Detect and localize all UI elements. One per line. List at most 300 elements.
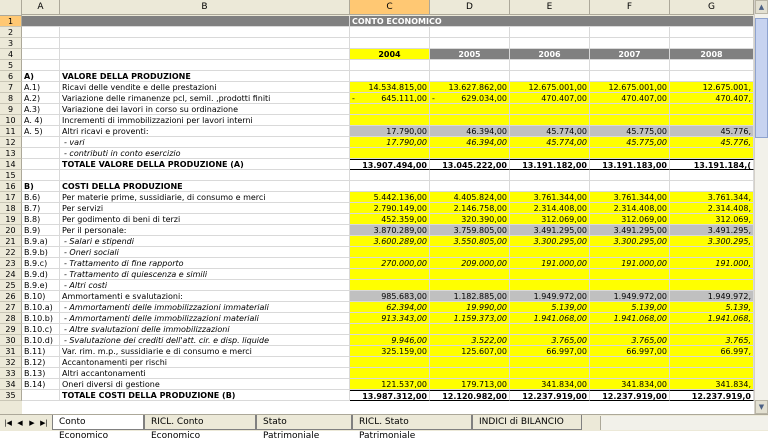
cell-value[interactable]: 66.997, [670,346,754,357]
cell-value[interactable] [430,247,510,258]
vertical-scrollbar[interactable] [754,0,768,414]
year-header[interactable]: 2007 [590,49,670,60]
cell-value[interactable]: 320.390,00 [430,214,510,225]
cell-description[interactable]: - Ammortamenti delle immobilizzazioni immateriali [60,302,350,313]
cell-value[interactable] [350,280,430,291]
row-header[interactable]: 14 [0,159,22,170]
cell-value[interactable]: 12.675.001,00 [590,82,670,93]
cell-value[interactable]: 3.300.295, [670,236,754,247]
cell-code[interactable] [22,170,60,181]
scroll-down-icon[interactable]: ▼ [755,400,768,414]
cell-value[interactable] [510,368,590,379]
cell-value[interactable] [670,115,754,126]
cell-value[interactable]: 1.159.373,00 [430,313,510,324]
cell-value[interactable]: 12.675.001,00 [510,82,590,93]
cell-value[interactable] [670,269,754,280]
sheet-tab[interactable]: INDICI di BILANCIO [472,415,582,430]
cell-value[interactable] [670,181,754,192]
cell-value[interactable]: 45.775,00 [590,137,670,148]
cell-value[interactable] [430,115,510,126]
last-sheet-icon[interactable]: ▶| [40,419,48,427]
cell-code[interactable]: A.1) [22,82,60,93]
cell-code[interactable]: B.14) [22,379,60,390]
cell-code[interactable]: B.9) [22,225,60,236]
select-all-corner[interactable] [0,0,22,16]
cell-value[interactable]: 913.343,00 [350,313,430,324]
cell-value[interactable] [430,280,510,291]
cell-value[interactable]: 4.405.824,00 [430,192,510,203]
cell-value[interactable]: 470.407, [670,93,754,104]
cell-description[interactable]: VALORE DELLA PRODUZIONE [60,71,350,82]
cell-value[interactable]: 270.000,00 [350,258,430,269]
cell-value[interactable]: 19.990,00 [430,302,510,313]
cell-value[interactable]: 312.069, [670,214,754,225]
cell-value[interactable]: 1.182.885,00 [430,291,510,302]
cell-value[interactable]: 341.834,00 [590,379,670,390]
row-header[interactable]: 33 [0,368,22,379]
cell-value[interactable] [510,104,590,115]
row-header[interactable]: 9 [0,104,22,115]
cell-value[interactable] [430,104,510,115]
cell-value[interactable]: 66.997,00 [510,346,590,357]
sheet-tab[interactable]: Conto Economico [52,415,144,430]
cell-value[interactable]: 13.191.184,( [670,159,754,170]
column-header-d[interactable]: D [430,0,510,15]
cell-value[interactable] [430,324,510,335]
cell-value[interactable] [670,27,754,38]
cell-value[interactable]: 17.790,00 [350,137,430,148]
cell-description[interactable]: Variazione delle rimanenze pcl, semil. ,prodotti finiti [60,93,350,104]
cell-value[interactable]: 341.834, [670,379,754,390]
cell-description[interactable]: Per godimento di beni di terzi [60,214,350,225]
cell-value[interactable]: 1.949.972,00 [590,291,670,302]
cell-value[interactable]: 12.120.982,00 [430,390,510,401]
cell-value[interactable]: 2.314.408,00 [510,203,590,214]
row-header[interactable]: 25 [0,280,22,291]
cell-value[interactable]: 191.000, [670,258,754,269]
cell-value[interactable] [590,60,670,71]
cell-value[interactable] [670,60,754,71]
cell-value[interactable] [510,247,590,258]
year-header[interactable]: 2006 [510,49,590,60]
cell-code[interactable]: B) [22,181,60,192]
cell-value[interactable]: 470.407,00 [510,93,590,104]
row-header[interactable]: 11 [0,126,22,137]
cell-value[interactable]: 45.774,00 [510,126,590,137]
cell-code[interactable]: B.12) [22,357,60,368]
cell-value[interactable] [350,324,430,335]
cell-value[interactable]: 5.139,00 [510,302,590,313]
row-header[interactable]: 4 [0,49,22,60]
cell-value[interactable]: 1.949.972,00 [510,291,590,302]
year-header[interactable]: 2008 [670,49,754,60]
cell-value[interactable] [590,115,670,126]
sheet-tab[interactable]: Stato Patrimoniale [256,415,352,430]
cell-value[interactable] [590,181,670,192]
cell-value[interactable]: 312.069,00 [590,214,670,225]
cell-value[interactable]: 125.607,00 [430,346,510,357]
cell-value[interactable] [510,27,590,38]
row-header[interactable]: 7 [0,82,22,93]
cell-value[interactable] [670,148,754,159]
cell-code[interactable] [22,148,60,159]
cell-code[interactable]: B.8) [22,214,60,225]
cell-description[interactable]: COSTI DELLA PRODUZIONE [60,181,350,192]
cell-value[interactable] [590,71,670,82]
cell-value[interactable] [350,148,430,159]
cell-value[interactable]: 66.997,00 [590,346,670,357]
cell-value[interactable] [670,280,754,291]
cell-value[interactable]: 12.675.001, [670,82,754,93]
cell-value[interactable]: 1.941.068,00 [510,313,590,324]
sheet-tab[interactable]: RICL. Conto Economico [144,415,256,430]
cell-description[interactable] [60,49,350,60]
cell-description[interactable]: TOTALE COSTI DELLA PRODUZIONE (B) [60,390,350,401]
cell-value[interactable]: 3.765,00 [510,335,590,346]
cell-value[interactable] [430,71,510,82]
cell-value[interactable] [670,324,754,335]
cell-code[interactable]: B.9.c) [22,258,60,269]
cell-value[interactable]: 3.765,00 [590,335,670,346]
cell-code[interactable]: B.10.a) [22,302,60,313]
cell-value[interactable]: 12.237.919,00 [510,390,590,401]
cell-value[interactable]: 46.394,00 [430,137,510,148]
cell-description[interactable]: - Ammortamenti delle immobilizzazioni materiali [60,313,350,324]
cell-description[interactable]: Accantonamenti per rischi [60,357,350,368]
cell-code[interactable] [22,137,60,148]
column-header-a[interactable]: A [22,0,60,15]
cell-code[interactable] [22,49,60,60]
cell-value[interactable]: 5.139, [670,302,754,313]
row-header[interactable]: 8 [0,93,22,104]
cell-value[interactable] [350,38,430,49]
cell-description[interactable]: Var. rim. m.p., sussidiarie e di consumo e merci [60,346,350,357]
column-header-c[interactable]: C [350,0,430,15]
cell-value[interactable] [590,368,670,379]
cell-value[interactable]: 1.941.068,00 [590,313,670,324]
sheet-tab[interactable]: RICL. Stato Patrimoniale [352,415,472,430]
cell-value[interactable]: 13.627.862,00 [430,82,510,93]
cell-code[interactable]: A) [22,71,60,82]
cell-value[interactable] [510,148,590,159]
cell-value[interactable] [350,181,430,192]
cell-value[interactable]: 12.237.919,0 [670,390,754,401]
cell-description[interactable]: - Altri costi [60,280,350,291]
cell-code[interactable]: B.13) [22,368,60,379]
cell-value[interactable] [590,269,670,280]
cell-value[interactable]: 452.359,00 [350,214,430,225]
cell-value[interactable]: 3.300.295,00 [590,236,670,247]
cell-value[interactable]: 470.407,00 [590,93,670,104]
cell-value[interactable]: 3.761.344, [670,192,754,203]
row-header[interactable]: 31 [0,346,22,357]
cell-value[interactable]: 3.491.295,00 [590,225,670,236]
cell-description[interactable]: Variazione dei lavori in corso su ordinazione [60,104,350,115]
row-header[interactable]: 6 [0,71,22,82]
row-header[interactable]: 15 [0,170,22,181]
cell-value[interactable] [510,115,590,126]
cell-value[interactable] [670,104,754,115]
cell-value[interactable]: 3.759.805,00 [430,225,510,236]
cell-value[interactable]: 179.713,00 [430,379,510,390]
cell-value[interactable]: 13.191.183,00 [590,159,670,170]
cell-value[interactable] [670,247,754,258]
cell-code[interactable]: A. 5) [22,126,60,137]
cell-value[interactable]: 3.600.289,00 [350,236,430,247]
row-header[interactable]: 5 [0,60,22,71]
cell-value[interactable]: 14.534.815,00 [350,82,430,93]
cell-value[interactable]: 209.000,00 [430,258,510,269]
cell-description[interactable] [60,170,350,181]
cell-value[interactable] [510,280,590,291]
cell-value[interactable] [350,93,430,104]
row-header[interactable]: 23 [0,258,22,269]
cell-value[interactable]: 1.941.068, [670,313,754,324]
horizontal-scrollbar[interactable] [600,416,768,430]
cell-value[interactable] [670,71,754,82]
cell-value[interactable] [350,357,430,368]
cell-code[interactable]: B.9.a) [22,236,60,247]
cell-grid[interactable] [22,16,754,414]
cell-description[interactable]: Per servizi [60,203,350,214]
row-header[interactable]: 3 [0,38,22,49]
cell-description[interactable]: - vari [60,137,350,148]
cell-value[interactable]: 2.146.758,00 [430,203,510,214]
cell-value[interactable]: 46.394,00 [430,126,510,137]
cell-value[interactable] [510,71,590,82]
cell-value[interactable]: 9.946,00 [350,335,430,346]
cell-description[interactable]: Ammortamenti e svalutazioni: [60,291,350,302]
row-header[interactable]: 26 [0,291,22,302]
cell-value[interactable] [430,181,510,192]
cell-value[interactable]: 5.139,00 [590,302,670,313]
row-header[interactable]: 18 [0,203,22,214]
cell-value[interactable] [590,38,670,49]
cell-description[interactable]: Per il personale: [60,225,350,236]
first-sheet-icon[interactable]: |◀ [4,419,12,427]
cell-value[interactable] [430,27,510,38]
cell-value[interactable] [430,269,510,280]
cell-description[interactable]: Altri ricavi e proventi: [60,126,350,137]
cell-value[interactable] [350,170,430,181]
cell-code[interactable]: B.10) [22,291,60,302]
cell-description[interactable]: Altri accantonamenti [60,368,350,379]
cell-code[interactable] [22,159,60,170]
cell-value[interactable]: 5.442.136,00 [350,192,430,203]
cell-value[interactable]: 191.000,00 [510,258,590,269]
cell-description[interactable]: Per materie prime, sussidiarie, di consumo e merci [60,192,350,203]
row-header[interactable]: 24 [0,269,22,280]
cell-value[interactable]: 3.761.344,00 [590,192,670,203]
cell-value[interactable] [430,170,510,181]
cell-value[interactable] [590,170,670,181]
column-header-e[interactable]: E [510,0,590,15]
cell-value[interactable]: 2.314.408,00 [590,203,670,214]
row-header[interactable]: 30 [0,335,22,346]
cell-value[interactable]: 312.069,00 [510,214,590,225]
row-header[interactable]: 16 [0,181,22,192]
cell-value[interactable] [510,60,590,71]
cell-code[interactable] [22,390,60,401]
cell-value[interactable] [430,93,510,104]
row-header[interactable]: 2 [0,27,22,38]
cell-value[interactable]: 17.790,00 [350,126,430,137]
cell-value[interactable]: 45.776, [670,126,754,137]
cell-value[interactable]: 13.907.494,00 [350,159,430,170]
cell-value[interactable] [670,38,754,49]
cell-code[interactable] [22,38,60,49]
cell-value[interactable] [350,115,430,126]
cell-description[interactable]: - contributi in conto esercizio [60,148,350,159]
row-header[interactable]: 35 [0,390,22,401]
cell-value[interactable]: 121.537,00 [350,379,430,390]
cell-value[interactable]: 2.314.408, [670,203,754,214]
row-header[interactable]: 29 [0,324,22,335]
cell-value[interactable]: 325.159,00 [350,346,430,357]
cell-description[interactable]: Oneri diversi di gestione [60,379,350,390]
cell-code[interactable] [22,60,60,71]
row-header[interactable]: 34 [0,379,22,390]
cell-value[interactable] [510,357,590,368]
cell-value[interactable] [350,27,430,38]
cell-value[interactable]: 1.949.972, [670,291,754,302]
cell-value[interactable] [590,27,670,38]
cell-value[interactable] [350,71,430,82]
cell-value[interactable] [350,269,430,280]
cell-value[interactable] [430,148,510,159]
cell-code[interactable]: A.2) [22,93,60,104]
cell-code[interactable]: B.11) [22,346,60,357]
cell-value[interactable]: 3.300.295,00 [510,236,590,247]
cell-code[interactable]: B.9.e) [22,280,60,291]
cell-value[interactable] [590,357,670,368]
row-header[interactable]: 1 [0,16,22,27]
row-header[interactable]: 28 [0,313,22,324]
cell-value[interactable] [670,368,754,379]
cell-value[interactable] [590,247,670,258]
cell-description[interactable] [60,60,350,71]
cell-value[interactable] [430,38,510,49]
column-header-f[interactable]: F [590,0,670,15]
year-header[interactable]: 2004 [350,49,430,60]
cell-code[interactable]: B.7) [22,203,60,214]
cell-value[interactable] [590,280,670,291]
cell-value[interactable]: 3.550.805,00 [430,236,510,247]
cell-value[interactable]: 12.237.919,00 [590,390,670,401]
row-header[interactable]: 27 [0,302,22,313]
row-header[interactable]: 17 [0,192,22,203]
row-header[interactable]: 13 [0,148,22,159]
cell-description[interactable]: - Trattamento di fine rapporto [60,258,350,269]
column-header-g[interactable]: G [670,0,754,15]
cell-description[interactable]: - Oneri sociali [60,247,350,258]
cell-value[interactable] [590,148,670,159]
cell-value[interactable] [510,170,590,181]
cell-code[interactable]: A. 4) [22,115,60,126]
cell-value[interactable] [510,181,590,192]
cell-value[interactable] [670,170,754,181]
cell-value[interactable]: 62.394,00 [350,302,430,313]
prev-sheet-icon[interactable]: ◀ [17,419,23,427]
cell-description[interactable]: - Trattamento di quiescenza e simili [60,269,350,280]
cell[interactable] [22,16,350,27]
cell-description[interactable]: Ricavi delle vendite e delle prestazioni [60,82,350,93]
cell-value[interactable]: 45.775,00 [590,126,670,137]
row-header[interactable]: 21 [0,236,22,247]
column-header-b[interactable]: B [60,0,350,15]
cell-value[interactable]: 13.045.222,00 [430,159,510,170]
cell-value[interactable] [350,104,430,115]
row-header[interactable]: 22 [0,247,22,258]
sheet-title[interactable]: CONTO ECONOMICO [350,16,754,27]
cell-value[interactable] [350,247,430,258]
cell-description[interactable]: TOTALE VALORE DELLA PRODUZIONE (A) [60,159,350,170]
cell-value[interactable] [510,324,590,335]
cell-code[interactable]: A.3) [22,104,60,115]
scroll-up-icon[interactable]: ▲ [755,0,768,14]
next-sheet-icon[interactable]: ▶ [29,419,35,427]
cell-value[interactable]: 985.683,00 [350,291,430,302]
cell-code[interactable]: B.10.b) [22,313,60,324]
cell-value[interactable]: 13.987.312,00 [350,390,430,401]
cell-code[interactable] [22,27,60,38]
cell-value[interactable] [350,368,430,379]
cell-value[interactable] [590,104,670,115]
cell-description[interactable] [60,38,350,49]
cell-value[interactable]: 45.774,00 [510,137,590,148]
cell-value[interactable]: 3.522,00 [430,335,510,346]
cell-description[interactable]: Incrementi di immobilizzazioni per lavori interni [60,115,350,126]
row-header[interactable]: 20 [0,225,22,236]
row-header[interactable]: 10 [0,115,22,126]
cell-value[interactable]: 3.491.295,00 [510,225,590,236]
row-header[interactable]: 12 [0,137,22,148]
cell-code[interactable]: B.9.b) [22,247,60,258]
scroll-thumb[interactable] [755,18,768,138]
cell-value[interactable] [670,357,754,368]
cell-value[interactable] [430,60,510,71]
cell-value[interactable]: 3.765, [670,335,754,346]
table-row [22,104,754,115]
cell-description[interactable]: - Svalutazione dei crediti dell'att. cir. e disp. liquide [60,335,350,346]
cell-value[interactable] [590,324,670,335]
cell-value[interactable] [430,368,510,379]
cell-value[interactable]: 45.776, [670,137,754,148]
cell-value[interactable] [510,269,590,280]
cell-code[interactable]: B.6) [22,192,60,203]
cell-value[interactable]: 191.000,00 [590,258,670,269]
cell-value[interactable]: 3.870.289,00 [350,225,430,236]
cell-description[interactable]: - Salari e stipendi [60,236,350,247]
cell-value[interactable] [350,60,430,71]
cell-value[interactable]: 341.834,00 [510,379,590,390]
year-header[interactable]: 2005 [430,49,510,60]
cell-code[interactable]: B.10.c) [22,324,60,335]
cell-code[interactable]: B.10.d) [22,335,60,346]
cell-description[interactable] [60,27,350,38]
cell-value[interactable]: 3.491.295, [670,225,754,236]
cell-value[interactable] [510,38,590,49]
table-row [22,60,754,71]
cell-value[interactable]: 13.191.182,00 [510,159,590,170]
cell-value[interactable]: 3.761.344,00 [510,192,590,203]
cell-value[interactable]: 2.790.149,00 [350,203,430,214]
cell-description[interactable]: - Altre svalutazioni delle immobilizzazioni [60,324,350,335]
cell-code[interactable]: B.9.d) [22,269,60,280]
row-header[interactable]: 19 [0,214,22,225]
row-header[interactable]: 32 [0,357,22,368]
cell-value[interactable] [430,357,510,368]
